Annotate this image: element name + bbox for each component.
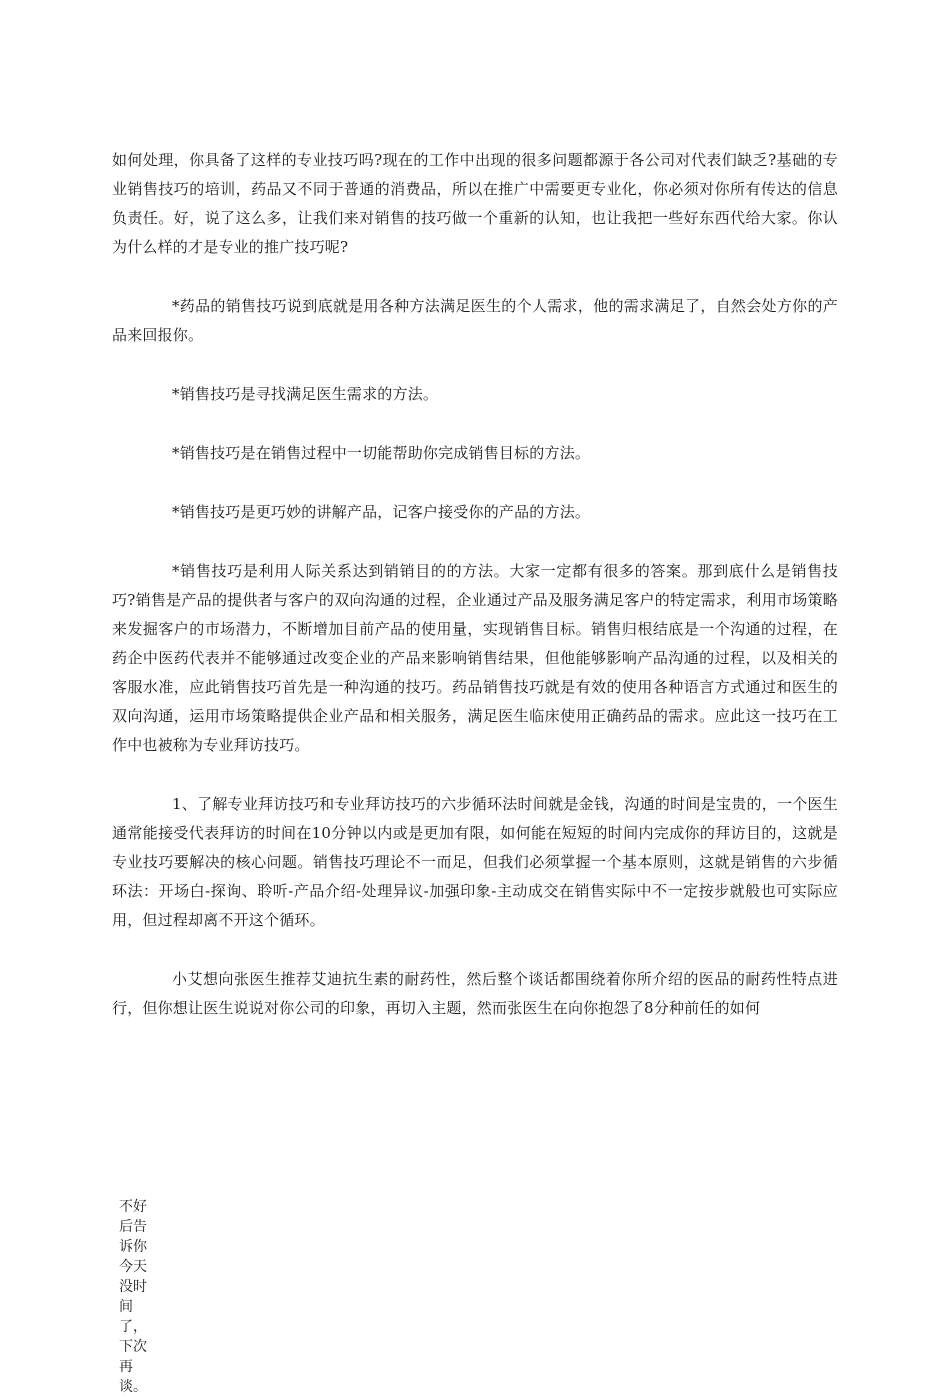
paragraph-definition-2: *销售技巧是寻找满足医生需求的方法。 [172, 385, 439, 403]
paragraph-definition-1: *药品的销售技巧说到底就是用各种方法满足医生的个人需求，他的需求满足了，自然会处方你的产品来回报你。 [112, 297, 838, 344]
paragraph-definition-4: *销售技巧是更巧妙的讲解产品，记客户接受你的产品的方法。 [172, 503, 591, 521]
paragraph-example: 小艾想向张医生推荐艾迪抗生素的耐药性，然后整个谈话都围绕着你所介绍的医品的耐药性特点进行，但你想让医生说说对你公司的印象，再切入主题，然而张医生在向你抱怨了8分种前任的如何 [112, 970, 838, 1017]
narrow-text-column: 不好后告诉你今天没时间了，下次再谈。 [119, 1199, 147, 1395]
document-body [112, 146, 838, 1023]
paragraph-definition-5: *销售技巧是利用人际关系达到销销目的的方法。大家一定都有很多的答案。那到底什么是销售技巧?销售是产品的提供者与客户的双向沟通的过程，企业通过产品及服务满足客户的特定需求，利用市场策略来发掘客户的市场潜力，不断增加目前产品的使用量，实现销售目标。销售归根结底是一个沟通的过程，在药企中医药代表并不能够通过改变企业的产品来影响销售结果，但他能够影响产品沟通的过程，以及相关的客服水准，应此销售技巧首先是一种沟通的技巧。药品销售技巧就是有效的使用各种语言方式通过和医生的双向沟通，运用市场策略提供企业产品和相关服务，满足医生临床使用正确药品的需求。应此这一技巧在工作中也被称为专业拜访技巧。 [112, 562, 838, 754]
paragraph-intro: 如何处理，你具备了这样的专业技巧吗?现在的工作中出现的很多问题都源于各公司对代表们缺乏?基础的专业销售技巧的培训，药品又不同于普通的消费品，所以在推广中需要更专业化，你必须对你所有传达的信息负责任。好，说了这么多，让我们来对销售的技巧做一个重新的认知，也让我把一些好东西代给大家。你认为什么样的才是专业的推广技巧呢? [112, 151, 838, 256]
paragraph-definition-3: *销售技巧是在销售过程中一切能帮助你完成销售目标的方法。 [172, 444, 591, 462]
paragraph-six-step-method: 1、了解专业拜访技巧和专业拜访技巧的六步循环法时间就是金钱，沟通的时间是宝贵的，一个医生通常能接受代表拜访的时间在10分钟以内或是更加有限，如何能在短短的时间内完成你的拜访目的，这就是专业技巧要解决的核心问题。销售技巧理论不一而足，但我们必须掌握一个基本原则，这就是销售的六步循环法：开场白-探询、聆听-产品介绍-处理异议-加强印象-主动成交在销售实际中不一定按步就般也可实际应用，但过程却离不开这个循环。 [112, 795, 838, 929]
